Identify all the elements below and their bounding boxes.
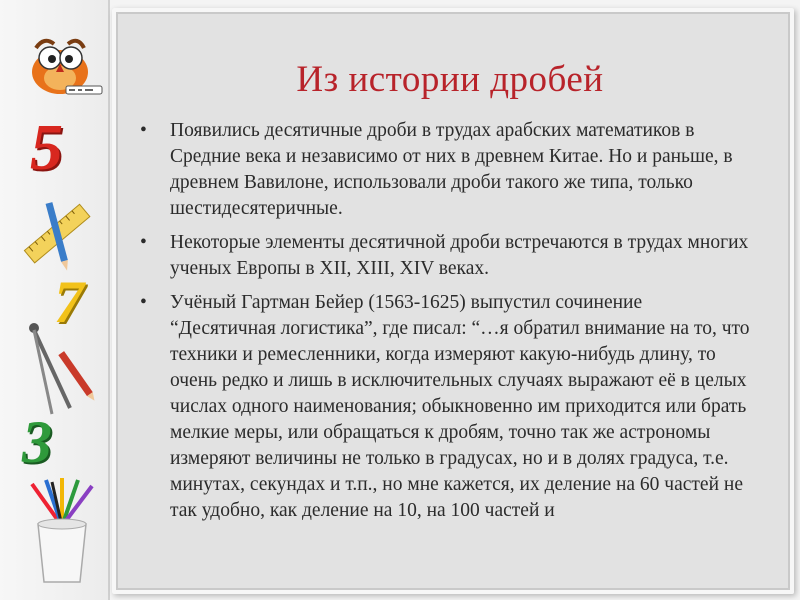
pencil-cup-icon [22, 478, 102, 588]
list-item [140, 118, 750, 222]
bullet-text: Появились десятичные дроби в трудах арабских математиков в Средние века и независимо от них в древнем Китае. Но и раньше, в древнем Вавилоне, использовали дроби такого же типа, только шестидесятеричные. [170, 120, 733, 219]
compass-icon [18, 318, 108, 418]
bullet-icon: • [140, 232, 147, 253]
slide-title: Из истории дробей [296, 59, 604, 100]
bullet-list [140, 118, 750, 532]
digit-three-decoration: 3 [22, 409, 52, 475]
bullet-text: Учёный Гартман Бейер (1563-1625) выпустил сочинение “Десятичная логистика”, где писал: “…я обратил внимание на то, что техники и ремесленники, когда измеряют какую-нибудь длину, то очень редко и лишь в исключительных случаях выражают её в целых числах одного наименования; обыкновенно им приходится или брать мелкие меры, или обращаться к дробям, точно так же астрономы измеряют величины не только в градусах, но и в долях градуса, т.е. минутах, секундах и т.п., но мне кажется, их деление на 60 частей не так удобно, как деление на 10, на 100 частей и [170, 292, 750, 521]
bullet-text: Некоторые элементы десятичной дроби встречаются в трудах многих ученых Европы в XII, XIII, XIV веках. [170, 232, 749, 279]
digit-seven-decoration: 7 [54, 269, 84, 335]
list-item [140, 230, 750, 282]
owl-cartoon-icon [14, 28, 106, 98]
bullet-icon: • [140, 120, 147, 141]
ruler-pencil-icon [14, 190, 100, 280]
digit-five-decoration: 5 [30, 111, 63, 184]
bullet-icon: • [140, 292, 147, 313]
list-item [140, 290, 750, 524]
